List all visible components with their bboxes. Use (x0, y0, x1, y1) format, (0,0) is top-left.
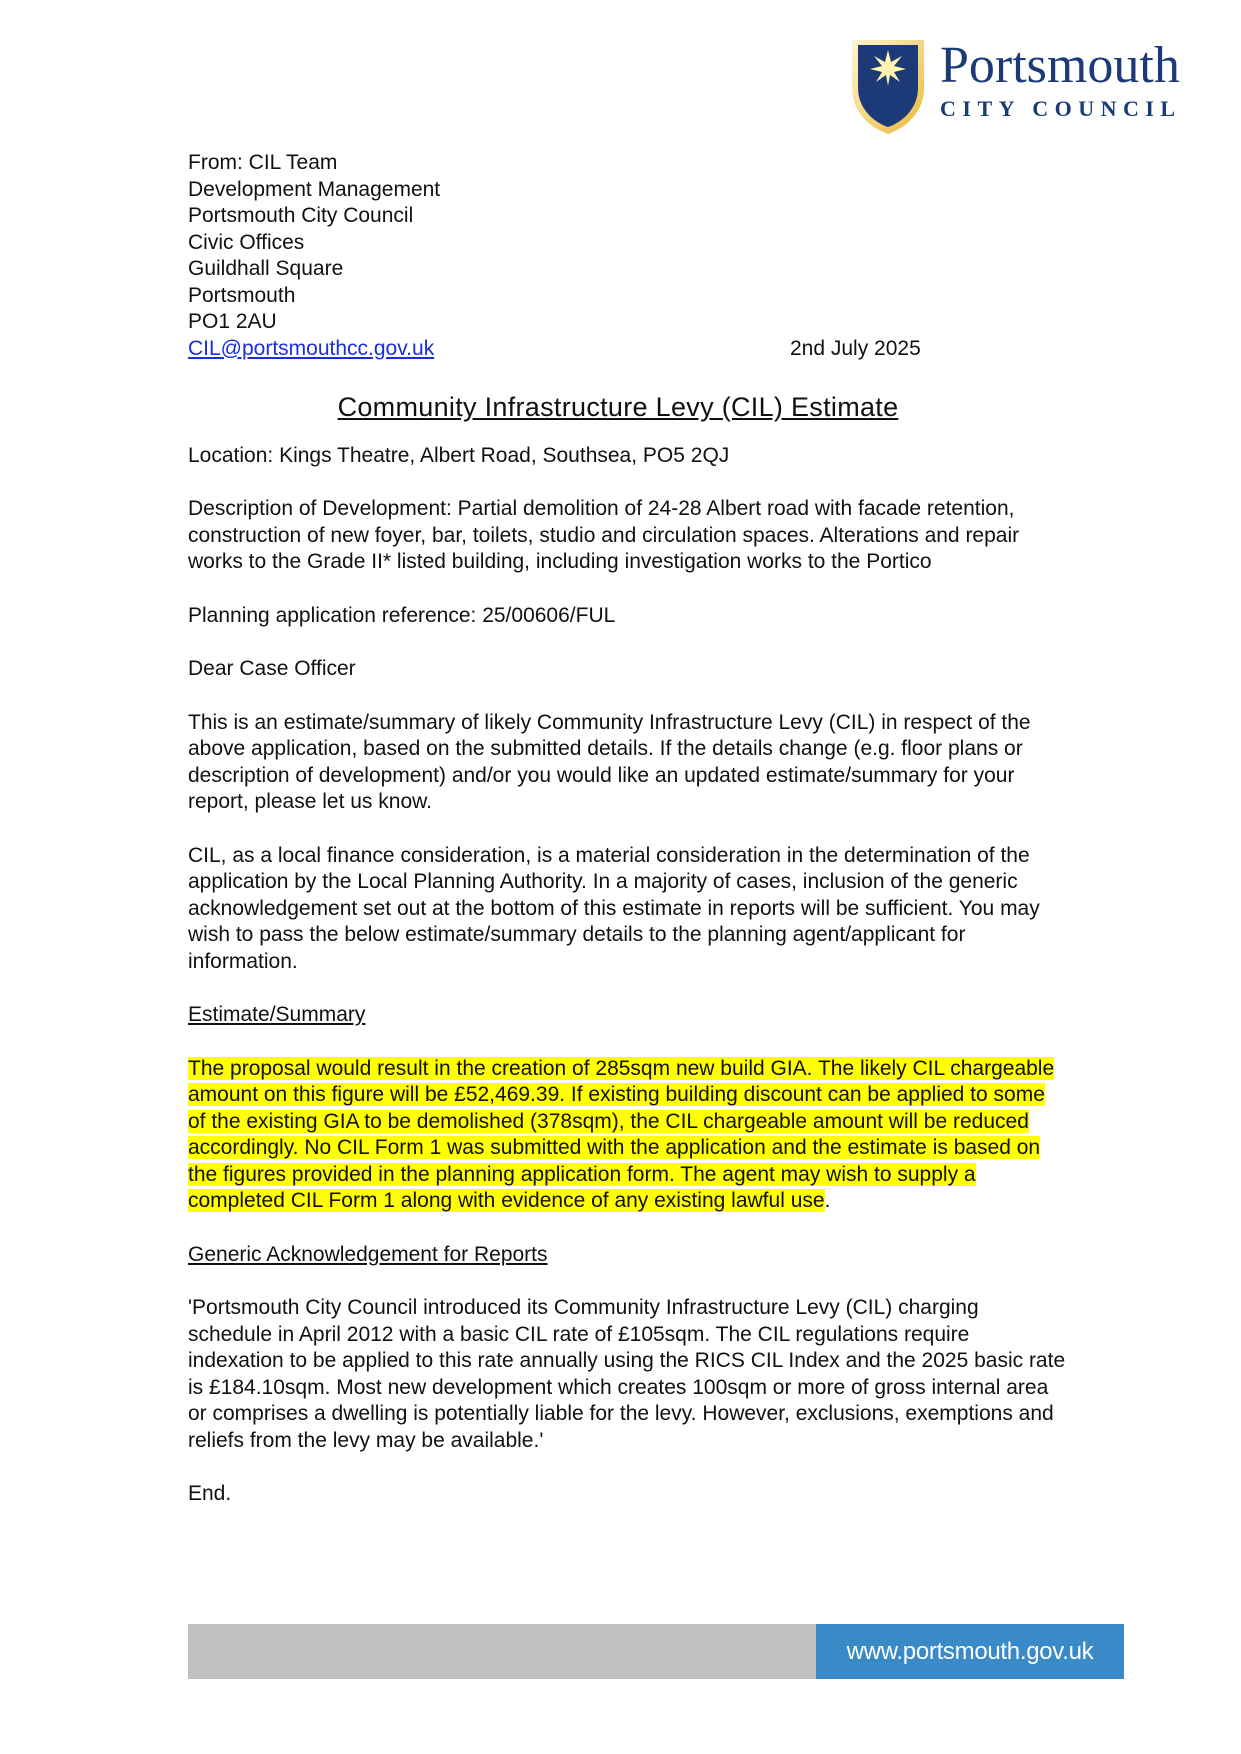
estimate-end: . (824, 1189, 831, 1212)
footer-bar (188, 1624, 1124, 1679)
sender-line: Guildhall Square (188, 257, 344, 280)
crest-icon (848, 36, 928, 136)
council-logo (848, 36, 1208, 141)
sender-line: PO1 2AU (188, 310, 277, 333)
logo-title: Portsmouth (940, 37, 1180, 94)
sender-line: Portsmouth City Council (188, 204, 414, 227)
intro-paragraph: This is an estimate/summary of likely Community Infrastructure Levy (CIL) in respect of the above application, based on the submitted details. If the details change (e.g. floor plans or description of development) and/or you would like an updated estimate/summary for your report, please let us know. (188, 710, 1031, 813)
document-title: Community Infrastructure Levy (CIL) Estimate (337, 392, 899, 422)
email-link[interactable]: CIL@portsmouthcc.gov.uk (188, 336, 435, 360)
closing: End. (188, 1482, 232, 1505)
sender-line: Civic Offices (188, 230, 305, 254)
footer-url[interactable]: www.portsmouth.gov.uk (816, 1624, 1124, 1679)
sender-address (188, 150, 1068, 362)
letter-body (188, 150, 1068, 1535)
estimate-paragraph (188, 1056, 1068, 1215)
letter-date: 2nd July 2025 (790, 336, 921, 360)
salutation: Dear Case Officer (188, 657, 356, 680)
estimate-highlight: The proposal would result in the creation of 285sqm new build GIA. The likely CIL chargeable amount on this figure will be £52,469.39. If existing building discount can be applied to some of the existing GIA to be demolished (378sqm), the CIL chargeable amount will be reduced accordingly. No CIL Form 1 was submitted with the application and the estimate is based on the figures provided in the planning application form. The agent may wish to supply a completed CIL Form 1 along with evidence of any existing lawful use (188, 1056, 1055, 1212)
acknowledgement-paragraph: 'Portsmouth City Council introduced its Community Infrastructure Levy (CIL) charging schedule in April 2012 with a basic CIL rate of £105sqm. The CIL regulations require indexation to be applied to this rate annually using the RICS CIL Index and the 2025 basic rate is £184.10sqm. Most new development which creates 100sqm or more of gross internal area or comprises a dwelling is potentially liable for the levy. However, exclusions, exemptions and reliefs from the levy may be available.' (188, 1296, 1066, 1452)
acknowledgement-heading: Generic Acknowledgement for Reports (188, 1242, 548, 1266)
sender-line: Development Management (188, 177, 441, 201)
sender-line: Portsmouth (188, 283, 296, 307)
location: Location: Kings Theatre, Albert Road, Southsea, PO5 2QJ (188, 443, 730, 467)
consideration-paragraph: CIL, as a local finance consideration, is a material consideration in the determination of the application by the Local Planning Authority. In a majority of cases, inclusion of the generic acknowledgement set out at the bottom of this estimate in reports will be sufficient. You may wish to pass the below estimate/summary details to the planning agent/applicant for information. (188, 843, 1040, 973)
estimate-heading: Estimate/Summary (188, 1003, 366, 1026)
description: Description of Development: Partial demolition of 24-28 Albert road with facade retention, construction of new foyer, bar, toilets, studio and circulation spaces. Alterations and repair works to the Grade II* listed building, including investigation works to the Portico (188, 497, 1020, 573)
application-reference: Planning application reference: 25/00606/FUL (188, 603, 616, 627)
logo-subtitle: CITY COUNCIL (940, 96, 1182, 121)
sender-line: From: CIL Team (188, 151, 338, 174)
